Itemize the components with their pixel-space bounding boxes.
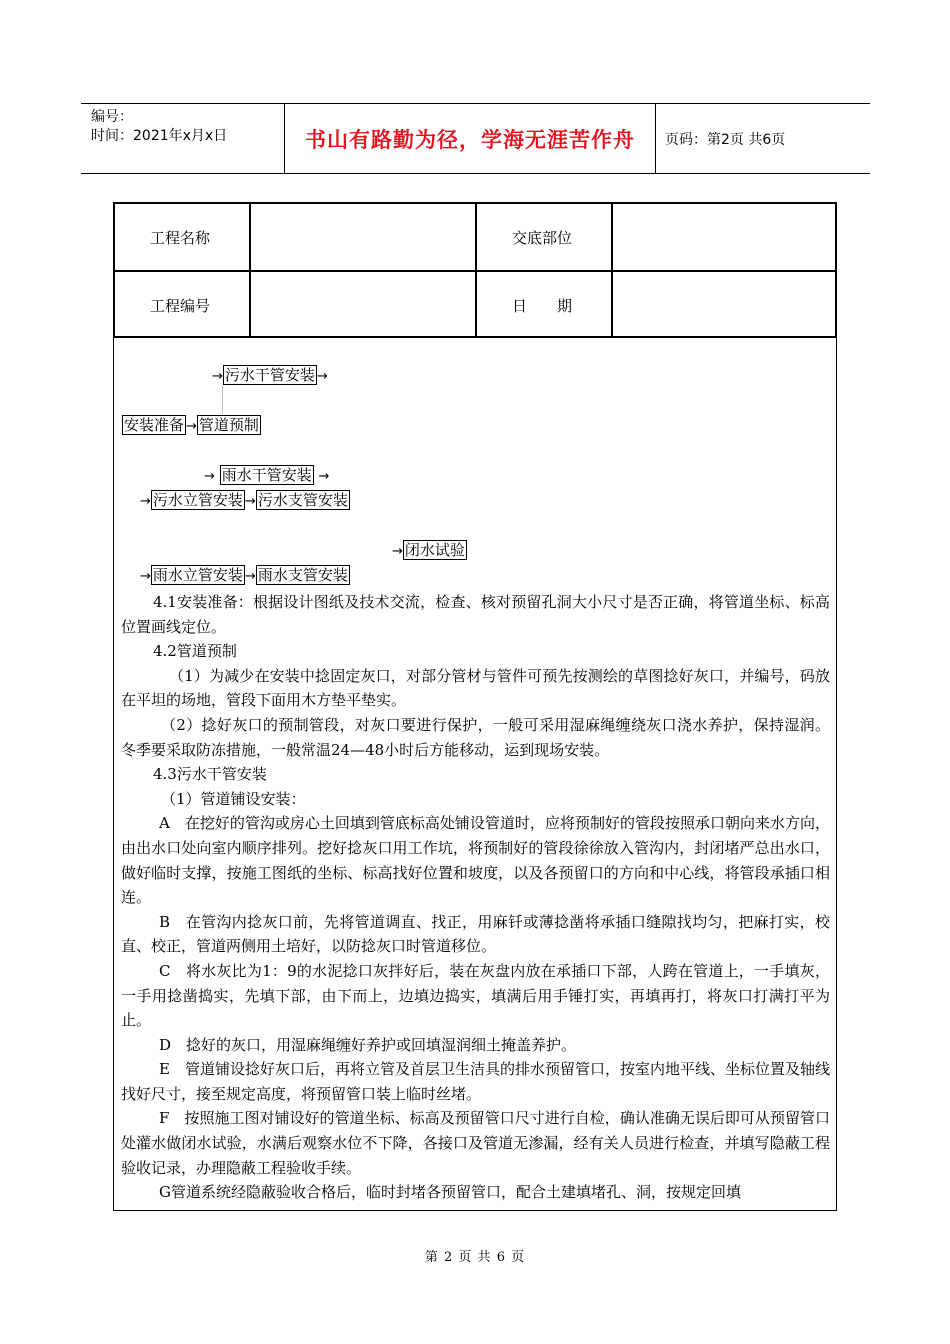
flow-row-1 <box>212 366 328 386</box>
page-header <box>81 103 870 174</box>
date-label: 日 期 <box>512 296 573 315</box>
paragraph: （1）管道铺设安装： <box>161 789 306 808</box>
arrow-icon: → <box>392 544 403 559</box>
number-label: 编号： <box>91 109 133 125</box>
paragraph: A 在挖好的管沟或房心土回填到管底标高处铺设管道时，应将预制好的管段按照承口朝向来水方向，由出水口处向室内顺序排列。挖好捻灰口用工作坑，将预制好的管段徐徐放入管沟内，封闭堵严总出水口，做好临时支撑，按施工图纸的坐标、标高找好位置和坡度，以及各预留口的方向和中心线，将管段承插口相连。 <box>121 814 830 907</box>
handover-part-label: 交底部位 <box>512 228 573 247</box>
flow-row-4 <box>140 491 350 511</box>
arrow-icon: → <box>204 469 215 484</box>
flow-node-rain-riser: 雨水立管安装 <box>152 566 243 584</box>
flow-node-rain-branch: 雨水支管安装 <box>257 566 348 584</box>
arrow-icon: → <box>244 494 256 509</box>
flow-connector <box>222 386 223 414</box>
paragraph: D 捻好的灰口，用湿麻绳缠好养护或回填湿润细土掩盖养护。 <box>159 1035 577 1054</box>
flow-node-prep: 安装准备 <box>124 416 185 434</box>
flow-node-prefab: 管道预制 <box>198 416 259 434</box>
arrow-icon: → <box>316 369 328 384</box>
flow-row-3 <box>204 466 329 486</box>
body-text <box>121 590 830 1205</box>
arrow-icon: → <box>186 419 197 434</box>
arrow-icon: → <box>212 369 223 384</box>
motto: 书山有路勤为径，学海无涯苦作舟 <box>284 104 656 173</box>
flow-row-5 <box>392 541 467 561</box>
paragraph: （1）为减少在安装中捻固定灰口，对部分管材与管件可预先按测绘的草图捻好灰口，并编号，码放在平坦的场地，管段下面用木方垫平垫实。 <box>121 666 830 710</box>
time-label: 时间：2021年x月x日 <box>91 128 228 144</box>
arrow-icon: → <box>318 469 330 484</box>
paragraph: F 按照施工图对铺设好的管道坐标、标高及预留管口尺寸进行自检，确认准确无误后即可从预留管口处灌水做闭水试验，水满后观察水位不下降，各接口及管道无渗漏，经有关人员进行检查，并填写隐蔽工程验收记录，办理隐蔽工程验收手续。 <box>121 1109 830 1177</box>
paragraph: 4.1安装准备：根据设计图纸及技术交流，检查、核对预留孔洞大小尺寸是否正确，将管道坐标、标高位置画线定位。 <box>121 593 830 636</box>
flow-node-sewage-riser: 污水立管安装 <box>152 491 243 509</box>
project-no-label: 工程编号 <box>150 296 211 315</box>
flow-node-closed-water-test: 闭水试验 <box>404 541 465 559</box>
table-row <box>115 272 835 338</box>
paragraph: G管道系统经隐蔽验收合格后，临时封堵各预留管口，配合土建填堵孔、洞，按规定回填 <box>159 1183 741 1202</box>
paragraph: E 管道铺设捻好灰口后，再将立管及首层卫生洁具的排水预留管口，按室内地平线、坐标位置及轴线找好尺寸，接至规定高度，将预留管口装上临时丝堵。 <box>121 1060 830 1103</box>
arrow-icon: → <box>140 569 151 584</box>
flow-node-sewage-branch: 污水支管安装 <box>257 491 348 509</box>
page-footer: 第 2 页 共 6 页 <box>424 1250 526 1265</box>
paragraph: 4.3污水干管安装 <box>153 765 267 784</box>
header-left <box>91 108 227 146</box>
info-table <box>113 202 837 338</box>
paragraph: C 将水灰比为1：9的水泥捻口灰拌好后，装在灰盘内放在承插口下部，人跨在管道上，一手填灰，一手用捻凿捣实，先填下部，由下而上，边填边捣实，填满后用手锤打实，再填再打，将灰口打满打平为止。 <box>121 961 830 1030</box>
flow-node-rain-main: 雨水干管安装 <box>221 466 312 484</box>
table-row <box>115 204 835 272</box>
project-name-label: 工程名称 <box>150 228 211 247</box>
arrow-icon: → <box>244 569 256 584</box>
arrow-icon: → <box>140 494 151 509</box>
flow-row-6 <box>140 566 350 586</box>
paragraph: B 在管沟内捻灰口前，先将管道调直、找正，用麻钎或薄捻凿将承插口缝隙找均匀，把麻打实，校直、校正，管道两侧用土培好，以防捻灰口时管道移位。 <box>121 912 830 956</box>
page-code: 页码：第2页 共6页 <box>665 131 786 148</box>
paragraph: 4.2管道预制 <box>153 642 237 661</box>
flow-node-sewage-main: 污水干管安装 <box>224 366 315 384</box>
flow-row-2 <box>122 416 261 436</box>
paragraph: （2）捻好灰口的预制管段，对灰口要进行保护，一般可采用湿麻绳缠绕灰口浇水养护，保持湿润。冬季要采取防冻措施，一般常温24—48小时后方能移动，运到现场安装。 <box>121 715 830 759</box>
